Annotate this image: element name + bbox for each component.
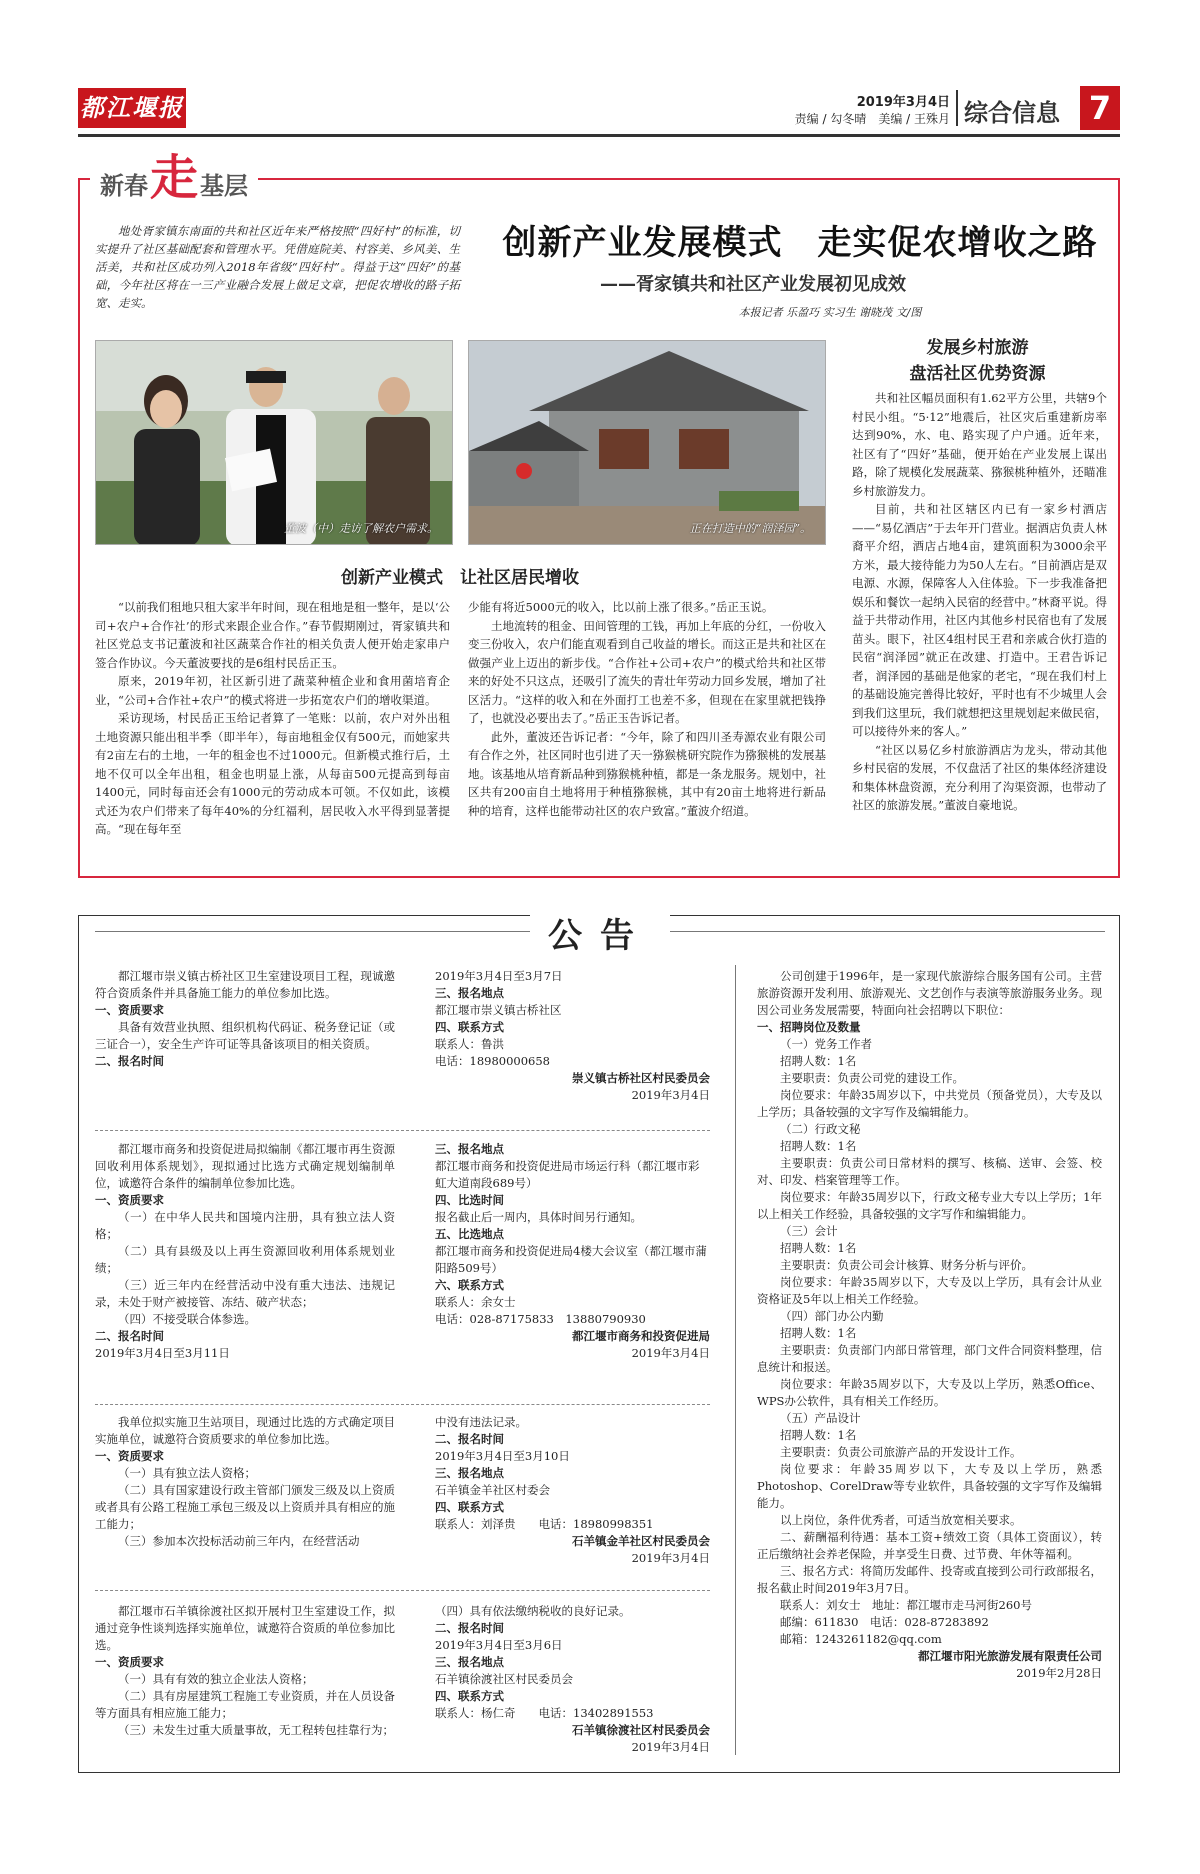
notice-line: 石羊镇徐渡社区村民委员会	[435, 1672, 573, 1686]
tourism-heading-line2: 盘活社区优势资源	[909, 364, 1046, 384]
notice-text: （一）具有独立法人资格；	[118, 1466, 256, 1480]
paragraph: “社区以易亿乡村旅游酒店为龙头，带动其他乡村民宿的发展，不仅盘活了社区的集体经济建设和集体林盘资源，充分利用了沟渠资源，也带动了社区的旅游发展。”董波自豪地说。	[852, 742, 1107, 812]
notice-text: 招聘人数：1名	[780, 1428, 857, 1442]
notice-text: 都江堰市崇义镇古桥社区卫生室建设项目工程，现诚邀符合资质条件并具备施工能力的单位参加比选。	[95, 969, 395, 1000]
notice-text: 主要职责：负责公司日常材料的撰写、核稿、送审、会签、校对、印发、档案管理等工作。	[757, 1156, 1102, 1187]
section-heading-tourism	[850, 335, 1105, 387]
notice-text: 招聘人数：1名	[780, 1326, 857, 1340]
notice-text: 招聘人数：1名	[780, 1139, 857, 1153]
notice-text: 岗位要求：年龄35周岁以下，大专及以上学历，具有会计从业资格证及5年以上相关工作经验。	[757, 1275, 1102, 1306]
notice-text: 我单位拟实施卫生站项目，现通过比选的方式确定项目实施单位，诚邀符合资质要求的单位参加比选。	[95, 1415, 395, 1446]
notice-text: 以上岗位，条件优秀者，可适当放宽相关要求。	[780, 1513, 1022, 1527]
notice-heading: 一、资质要求	[95, 1003, 164, 1017]
notice-line: 联系人：刘泽贵 电话：18980998351	[435, 1517, 654, 1531]
notice-2-right	[435, 1141, 710, 1362]
paragraph: 采访现场，村民岳正玉给记者算了一笔账：以前，农户对外出租土地资源只能出租半季（即半年），每亩地租金仅有500元，而她家共有2亩左右的土地，一年的租金也不过1000元。但新模式推行后，土地不仅可以全年出租，租金也明显上涨，从每亩500元提高到每亩1400元，同时每亩还会有1000元的劳动成本可领。不仅如此，该模式还为农户们带来了每年40%的分红福利，居民收入水平得到显著提高。“现在每年至	[95, 711, 450, 836]
paragraph: 土地流转的租金、田间管理的工钱，再加上年底的分红，一份收入变三份收入，农户们能直观看到自己收益的增长。而这正是共和社区在做强产业上迈出的新步伐。“合作社+公司+农户”的模式给共和社区带来的好处不只这点，还吸引了流失的青壮年劳动力回乡发展，增加了社区活力。“这样的收入和在外面打工也差不多，但现在在家里就把钱挣了，也就没必要出去了。”岳正玉告诉记者。	[468, 618, 826, 725]
notice-4-right	[435, 1603, 710, 1756]
notice-text: （三）会计	[780, 1224, 838, 1238]
notice-line: 联系人：余女士	[435, 1295, 516, 1309]
issue-date: 2019年3月4日	[856, 95, 950, 110]
notice-line: 2019年3月4日至3月11日	[95, 1346, 230, 1360]
notice-heading: 三、报名地点	[435, 1655, 504, 1669]
notice-column-divider	[735, 965, 736, 1755]
notice-text: 岗位要求：年龄35周岁以下，行政文秘专业大专以上学历；1年以上相关工作经验，具备较强的文字写作和编辑能力。	[757, 1190, 1102, 1221]
notice-text: 招聘人数：1名	[780, 1241, 857, 1255]
notice-text: （五）产品设计	[780, 1411, 861, 1425]
notice-text: 岗位要求：年龄35周岁以下，大专及以上学历，熟悉Photoshop、CorelDraw等专业软件，具备较强的文字写作及编辑能力。	[757, 1462, 1102, 1510]
notice-line: 2019年3月4日至3月7日	[435, 969, 563, 983]
notice-text: 主要职责：负责公司党的建设工作。	[780, 1071, 964, 1085]
paragraph: 少能有将近5000元的收入，比以前上涨了很多。”岳正玉说。	[468, 600, 774, 614]
photo-courtyard	[468, 340, 826, 545]
article-column-3	[852, 389, 1107, 815]
notice-line: 2019年3月4日至3月6日	[435, 1638, 563, 1652]
tourism-heading-line1: 发展乡村旅游	[926, 338, 1029, 358]
notice-line: 中没有违法记录。	[435, 1415, 527, 1429]
notice-text: 邮箱：1243261182@qq.com	[780, 1632, 942, 1646]
notice-heading: 二、报名时间	[435, 1621, 504, 1635]
notice-text: 岗位要求：年龄35周岁以下，大专及以上学历，熟悉Office、WPS办公软件，具有相关工作经历。	[757, 1377, 1102, 1408]
notice-1-right	[435, 968, 710, 1104]
notice-heading: 一、招聘岗位及数量	[757, 1020, 861, 1034]
notice-heading: 一、资质要求	[95, 1655, 164, 1669]
notice-heading: 四、联系方式	[435, 1689, 504, 1703]
notice-5-recruitment	[757, 968, 1102, 1682]
notice-heading: 一、资质要求	[95, 1193, 164, 1207]
notice-4-left	[95, 1603, 395, 1739]
notice-text: 三、报名方式：将简历发邮件、投寄或直接到公司行政部报名，报名截止时间2019年3月7日。	[757, 1564, 1102, 1595]
notice-line: （四）具有依法缴纳税收的良好记录。	[435, 1604, 631, 1618]
notice-text: （二）行政文秘	[780, 1122, 861, 1136]
notice-2-left	[95, 1141, 395, 1362]
photo-courtyard-caption: 正在打造中的“润泽园”。	[689, 522, 811, 535]
notice-date: 2019年2月28日	[1016, 1666, 1102, 1680]
masthead-logo: 都江堰报	[78, 88, 186, 128]
notice-heading: 六、联系方式	[435, 1278, 504, 1292]
notice-text: 公司创建于1996年，是一家现代旅游综合服务国有公司。主营旅游资源开发利用、旅游观光、文艺创作与表演等旅游服务业务。现因公司业务发展需要，特面向社会招聘以下职位：	[757, 969, 1102, 1017]
notice-text: 邮编：611830 电话：028-87283892	[780, 1615, 989, 1629]
notice-heading: 四、比选时间	[435, 1193, 504, 1207]
notice-line: 联系人：杨仁奇 电话：13402891553	[435, 1706, 654, 1720]
paragraph: 此外，董波还告诉记者：“今年，除了和四川圣寿源农业有限公司有合作之外，社区同时也引进了天一猕猴桃研究院作为猕猴桃的发展基地。该基地从培育新品种到猕猴桃种植，都是一条龙服务。规划中，社区共有200亩自土地将用于种植猕猴桃，其中有20亩土地将进行新品种的培育，这样也能带动社区的农户致富。”董波介绍道。	[468, 729, 826, 818]
notice-text: 都江堰市石羊镇徐渡社区拟开展村卫生室建设工作，拟通过竞争性谈判选择实施单位，诚邀符合资质的单位参加比选。	[95, 1604, 395, 1652]
paragraph: “以前我们租地只租大家半年时间，现在租地是租一整年，是以‘公司+农户+合作社’的形式来跟企业合作。”春节假期刚过，胥家镇共和社区党总支书记董波和社区蔬菜合作社的相关负责人便开始走家串户签合作协议。今天董波要找的是6组村民岳正玉。	[95, 600, 450, 670]
notice-3-left	[95, 1414, 395, 1550]
notice-line: 电话：18980000658	[435, 1054, 550, 1068]
article-subtitle: ——胥家镇共和社区产业发展初见成效	[600, 274, 906, 295]
header-rule	[78, 134, 1120, 137]
notice-separator	[95, 1130, 710, 1131]
notice-heading: 三、报名地点	[435, 986, 504, 1000]
notice-text: 主要职责：负责公司旅游产品的开发设计工作。	[780, 1445, 1022, 1459]
notice-heading: 五、比选地点	[435, 1227, 504, 1241]
notice-heading: 三、报名地点	[435, 1142, 504, 1156]
notice-text: 招聘人数：1名	[780, 1054, 857, 1068]
notice-signature: 都江堰市阳光旅游发展有限责任公司	[918, 1649, 1102, 1663]
notice-line: 电话：028-87175833 13880790930	[435, 1312, 646, 1326]
notice-text: （四）不接受联合体参选。	[118, 1312, 256, 1326]
notice-heading: 二、报名时间	[95, 1329, 164, 1343]
header-divider	[956, 90, 958, 126]
notice-text: 都江堰市商务和投资促进局拟编制《都江堰市再生资源回收利用体系规划》，现拟通过比选方式确定规划编制单位，诚邀符合条件的编制单位参加比选。	[95, 1142, 395, 1190]
paragraph: 共和社区幅员面积有1.62平方公里，共辖9个村民小组。“5·12”地震后，社区灾后重建新房率达到90%，水、电、路实现了户户通。近年来，社区有了“四好”基础，便开始在产业发展上谋出路，除了规模化发展蔬菜、猕猴桃种植外，还瞄准乡村旅游发力。	[852, 391, 1107, 498]
notice-line: 都江堰市商务和投资促进局市场运行科（都江堰市彩虹大道南段689号）	[435, 1159, 700, 1190]
notice-text: 二、薪酬福利待遇：基本工资+绩效工资（具体工资面议），转正后缴纳社会养老保险，并享受生日费、过节费、年休等福利。	[757, 1530, 1102, 1561]
notice-line: 2019年3月4日至3月10日	[435, 1449, 570, 1463]
notice-heading: 四、联系方式	[435, 1020, 504, 1034]
editor-credits: 责编 / 勾冬晴 美编 / 王殊月	[794, 112, 950, 126]
paragraph: 目前，共和社区辖区内已有一家乡村酒店——“易亿酒店”于去年开门营业。据酒店负责人林裔平介绍，酒店占地4亩，建筑面积为3000余平方米，最大接待能力为50人左右。“目前酒店是双电源、水源，保障客人入住体验。下一步我准备把娱乐和餐饮一起纳入民宿的经营中。”林裔平说。得益于共带动作用，社区内其他乡村民宿也有了发展苗头。眼下，社区4组村民王君和亲戚合伙打造的民宿“润泽园”就正在改建、打造中。王君告诉记者，润泽园的基础是他家的老宅，“现在我们村上的基础设施完善得比较好，平时也有不少城里人会到我们这里玩，我们就想把这里规划起来做民宿，可以接待外来的客人。”	[852, 502, 1107, 738]
notice-text: （二）具有房屋建筑工程施工专业资质，并在人员设备等方面具有相应施工能力；	[95, 1689, 395, 1720]
notice-3-right	[435, 1414, 710, 1567]
notice-text: （三）参加本次投标活动前三年内，在经营活动	[118, 1534, 360, 1548]
notice-signature: 石羊镇徐渡社区村民委员会	[572, 1723, 710, 1737]
notice-line: 报名截止后一周内，具体时间另行通知。	[435, 1210, 642, 1224]
notice-title-wrap	[480, 912, 720, 956]
notice-text: （三）近三年内在经营活动中没有重大违法、违规记录，未处于财产被接管、冻结、破产状态；	[95, 1278, 395, 1309]
notice-date: 2019年3月4日	[631, 1740, 710, 1754]
notice-text: （二）具有国家建设行政主管部门颁发三级及以上资质或者具有公路工程施工承包三级及以上资质并具有相应的施工能力；	[95, 1483, 395, 1531]
notice-separator	[95, 1404, 710, 1405]
notice-separator	[95, 1590, 710, 1591]
notice-date: 2019年3月4日	[631, 1346, 710, 1360]
notice-1-left	[95, 968, 395, 1070]
notice-rule-left	[95, 931, 535, 932]
notice-text: 主要职责：负责公司会计核算、财务分析与评价。	[780, 1258, 1033, 1272]
notice-title: 公告	[530, 908, 670, 957]
notice-line: 都江堰市崇义镇古桥社区	[435, 1003, 562, 1017]
notice-text: （四）部门办公内勤	[780, 1309, 884, 1323]
notice-text: 联系人：刘女士 地址：都江堰市走马河街260号	[780, 1598, 1032, 1612]
paragraph: 原来，2019年初，社区新引进了蔬菜种植企业和食用菌培育企业，“公司+合作社+农户”的模式将进一步拓宽农户们的增收渠道。	[95, 674, 450, 707]
notice-date: 2019年3月4日	[631, 1551, 710, 1565]
photo-interview	[95, 340, 453, 545]
notice-signature: 都江堰市商务和投资促进局	[572, 1329, 710, 1343]
notice-rule-right	[665, 931, 1105, 932]
article-column-1	[95, 598, 450, 839]
notice-heading: 三、报名地点	[435, 1466, 504, 1480]
notice-heading: 二、报名时间	[95, 1054, 164, 1068]
notice-text: （二）具有县级及以上再生资源回收利用体系规划业绩；	[95, 1244, 395, 1275]
notice-text: （一）具有有效的独立企业法人资格；	[118, 1672, 314, 1686]
notice-line: 都江堰市商务和投资促进局4楼大会议室（都江堰市蒲阳路509号）	[435, 1244, 707, 1275]
photo-interview-caption: 董波（中）走访了解农户需求。	[284, 522, 438, 535]
article-byline: 本报记者 乐盈巧 实习生 谢晓茂 文/图	[738, 306, 922, 319]
article-lead: 地处胥家镇东南面的共和社区近年来严格按照“四好村”的标准，切实提升了社区基础配套和管理水平。凭借庭院美、村容美、乡风美、生活美，共和社区成功列入2018年省级“四好村”。得益于这“四好”的基础，今年社区将在一三产业融合发展上做足文章，把促农增收的路子拓宽、走实。	[95, 224, 460, 310]
section-heading-industry: 创新产业模式 让社区居民增收	[341, 568, 579, 588]
notice-date: 2019年3月4日	[631, 1088, 710, 1102]
notice-heading: 一、资质要求	[95, 1449, 164, 1463]
notice-text: （一）在中华人民共和国境内注册，具有独立法人资格；	[95, 1210, 395, 1241]
article-title: 创新产业发展模式 走实促农增收之路	[502, 223, 1098, 263]
page-number: 7	[1080, 86, 1120, 130]
notice-line: 石羊镇金羊社区村委会	[435, 1483, 550, 1497]
notice-signature: 崇义镇古桥社区村民委员会	[572, 1071, 710, 1085]
notice-text: 具备有效营业执照、组织机构代码证、税务登记证（或三证合一），安全生产许可证等具备该项目的相关资质。	[95, 1020, 395, 1051]
column-banner	[90, 150, 258, 206]
banner-part2: 走	[150, 150, 199, 206]
notice-heading: 四、联系方式	[435, 1500, 504, 1514]
section-name: 综合信息	[964, 99, 1060, 127]
article-column-2	[468, 598, 826, 820]
notice-heading: 二、报名时间	[435, 1432, 504, 1446]
banner-part3: 基层	[200, 172, 249, 200]
notice-text: （一）党务工作者	[780, 1037, 872, 1051]
notice-text: 主要职责：负责部门内部日常管理，部门文件合同资料整理，信息统计和报送。	[757, 1343, 1102, 1374]
notice-text: 岗位要求：年龄35周岁以下，中共党员（预备党员），大专及以上学历；具备较强的文字写作及编辑能力。	[757, 1088, 1102, 1119]
banner-part1: 新春	[100, 172, 148, 200]
notice-line: 联系人：鲁洪	[435, 1037, 504, 1051]
notice-text: （三）未发生过重大质量事故，无工程转包挂靠行为；	[118, 1723, 394, 1737]
notice-signature: 石羊镇金羊社区村民委员会	[572, 1534, 710, 1548]
